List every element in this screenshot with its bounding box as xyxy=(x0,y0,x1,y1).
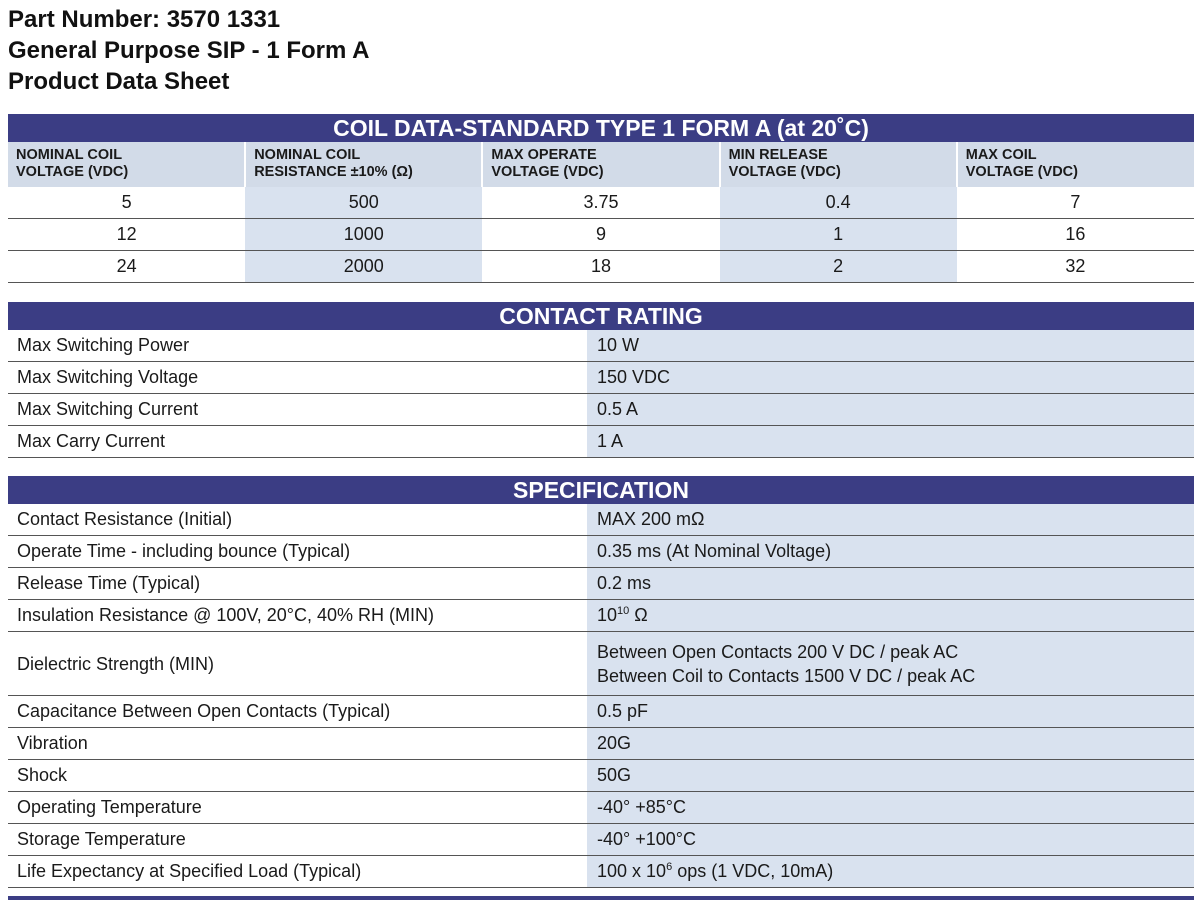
specification-value-text: -40° +85°C xyxy=(597,797,686,817)
coil-column-header-line: MAX COIL xyxy=(965,147,1037,163)
coil-data-cell: 24 xyxy=(8,251,245,283)
coil-column-header-line: RESISTANCE ±10% (Ω) xyxy=(254,164,413,180)
specification-label: Operate Time - including bounce (Typical) xyxy=(8,536,587,568)
contact-rating-value: 10 W xyxy=(587,330,1194,362)
specification-value-line: Between Coil to Contacts 1500 V DC / peak AC xyxy=(597,665,976,686)
specification-row xyxy=(8,696,1194,728)
specification-label: Capacitance Between Open Contacts (Typical) xyxy=(8,696,587,728)
specification-value-text: 100 x 10 xyxy=(597,861,667,881)
contact-rating-row xyxy=(8,330,1194,362)
specification-value-text: 10 xyxy=(597,605,618,625)
product-subtitle: General Purpose SIP - 1 Form A xyxy=(8,37,370,64)
specification-row xyxy=(8,728,1194,760)
coil-data-cell: 2 xyxy=(720,251,957,283)
contact-rating-label: Max Switching Power xyxy=(8,330,587,362)
coil-column-header xyxy=(482,142,719,187)
specification-value xyxy=(587,536,1194,568)
specification-row xyxy=(8,824,1194,856)
coil-data-cell: 3.75 xyxy=(482,187,719,219)
coil-column-header-line: VOLTAGE (VDC) xyxy=(16,164,129,180)
coil-data-row xyxy=(8,219,1194,251)
coil-column-header-line: NOMINAL COIL xyxy=(254,147,361,163)
specification-value xyxy=(587,824,1194,856)
specification-row xyxy=(8,760,1194,792)
coil-column-header xyxy=(720,142,957,187)
contact-rating-value: 1 A xyxy=(587,426,1194,458)
doc-type-title: Product Data Sheet xyxy=(8,68,230,95)
coil-data-cell: 1000 xyxy=(245,219,482,251)
specification-value-text: 50G xyxy=(597,765,632,785)
coil-data-cell: 2000 xyxy=(245,251,482,283)
specification-row xyxy=(8,568,1194,600)
specification-value-text: -40° +100°C xyxy=(597,829,696,849)
coil-data-section xyxy=(8,114,1194,283)
contact-rating-row xyxy=(8,362,1194,394)
specification-value-text: 0.2 ms xyxy=(597,573,652,593)
specification-value xyxy=(587,728,1194,760)
specification-label: Release Time (Typical) xyxy=(8,568,587,600)
specification-value xyxy=(587,760,1194,792)
specification-value xyxy=(587,504,1194,536)
specification-value-text: 20G xyxy=(597,733,632,753)
specification-row xyxy=(8,536,1194,568)
contact-rating-row xyxy=(8,394,1194,426)
coil-data-title: COIL DATA-STANDARD TYPE 1 FORM A (at 20˚C) xyxy=(8,114,1194,142)
part-number-title: Part Number: 3570 1331 xyxy=(8,6,281,33)
coil-column-header-line: VOLTAGE (VDC) xyxy=(728,164,841,180)
contact-rating-value: 0.5 A xyxy=(587,394,1194,426)
specification-value xyxy=(587,792,1194,824)
specification-row xyxy=(8,504,1194,536)
coil-column-header xyxy=(8,142,245,187)
specification-value-text: 0.35 ms (At Nominal Voltage) xyxy=(597,541,832,561)
coil-column-header-line: MAX OPERATE xyxy=(491,147,597,163)
coil-data-row xyxy=(8,187,1194,219)
coil-data-cell: 0.4 xyxy=(720,187,957,219)
specification-row xyxy=(8,856,1194,888)
coil-data-table xyxy=(8,142,1194,283)
coil-data-cell: 32 xyxy=(957,251,1194,283)
contact-rating-row xyxy=(8,426,1194,458)
coil-data-cell: 12 xyxy=(8,219,245,251)
specification-section xyxy=(8,476,1194,888)
coil-column-header-line: MIN RELEASE xyxy=(728,147,828,163)
contact-rating-label: Max Carry Current xyxy=(8,426,587,458)
specification-label: Vibration xyxy=(8,728,587,760)
coil-data-cell: 1 xyxy=(720,219,957,251)
specification-value-suffix: ops (1 VDC, 10mA) xyxy=(672,861,834,881)
specification-label: Dielectric Strength (MIN) xyxy=(8,632,587,696)
specification-row xyxy=(8,600,1194,632)
specification-label: Life Expectancy at Specified Load (Typical) xyxy=(8,856,587,888)
coil-column-header xyxy=(957,142,1194,187)
coil-data-cell: 18 xyxy=(482,251,719,283)
contact-rating-label: Max Switching Voltage xyxy=(8,362,587,394)
coil-data-cell: 7 xyxy=(957,187,1194,219)
coil-data-row xyxy=(8,251,1194,283)
specification-value xyxy=(587,856,1194,888)
specification-value xyxy=(587,568,1194,600)
specification-value-text: 0.5 pF xyxy=(597,701,649,721)
specification-value-exponent: 6 xyxy=(666,861,673,873)
document-header xyxy=(8,4,369,97)
contact-rating-table xyxy=(8,330,1194,458)
coil-data-cell: 16 xyxy=(957,219,1194,251)
specification-row xyxy=(8,632,1194,696)
contact-rating-label: Max Switching Current xyxy=(8,394,587,426)
specification-value-exponent: 10 xyxy=(617,605,630,617)
contact-rating-title: CONTACT RATING xyxy=(8,302,1194,330)
specification-table xyxy=(8,504,1194,888)
coil-data-cell: 500 xyxy=(245,187,482,219)
coil-column-header-line: VOLTAGE (VDC) xyxy=(965,164,1078,180)
specification-value xyxy=(587,696,1194,728)
coil-column-header-line: NOMINAL COIL xyxy=(16,147,123,163)
specification-row xyxy=(8,792,1194,824)
coil-data-cell: 9 xyxy=(482,219,719,251)
specification-label: Shock xyxy=(8,760,587,792)
specification-label: Insulation Resistance @ 100V, 20°C, 40% RH (MIN) xyxy=(8,600,587,632)
coil-column-header xyxy=(245,142,482,187)
specification-label: Contact Resistance (Initial) xyxy=(8,504,587,536)
contact-rating-section xyxy=(8,302,1194,458)
specification-value-text: MAX 200 mΩ xyxy=(597,509,705,529)
specification-title: SPECIFICATION xyxy=(8,476,1194,504)
contact-rating-value: 150 VDC xyxy=(587,362,1194,394)
specification-value-line: Between Open Contacts 200 V DC / peak AC xyxy=(597,641,959,662)
coil-data-cell: 5 xyxy=(8,187,245,219)
specification-value xyxy=(587,600,1194,632)
specification-value xyxy=(587,632,1194,696)
specification-label: Storage Temperature xyxy=(8,824,587,856)
coil-column-header-line: VOLTAGE (VDC) xyxy=(491,164,604,180)
specification-value-suffix: Ω xyxy=(629,605,648,625)
specification-label: Operating Temperature xyxy=(8,792,587,824)
bottom-divider xyxy=(8,896,1194,900)
